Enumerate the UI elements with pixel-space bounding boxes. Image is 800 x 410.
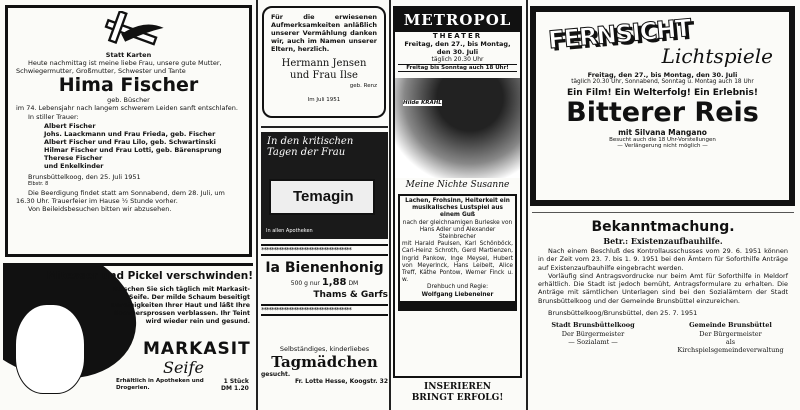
column-rule <box>389 0 391 410</box>
metropol-sub: THEATER <box>432 32 483 40</box>
metropol-extra: Freitag bis Sonntag auch 18 Uhr! <box>398 64 517 72</box>
temagin-ad <box>261 132 388 239</box>
director: Wolfgang Liebeneiner <box>421 291 494 298</box>
mourner: Therese Fischer <box>44 154 103 162</box>
temagin-tagline: In den kritischen Tagen der Frau <box>267 136 354 158</box>
signatory-org: Gemeinde Brunsbüttel <box>689 321 772 330</box>
honey-title: Ia Bienenhonig <box>265 260 384 276</box>
notice-place-date: Brunsbüttelkoog/Brunsbüttel, den 25. 7. 1951 <box>548 309 698 318</box>
place-date: Brunsbüttelkoog, den 25. Juli 1951 <box>28 173 141 181</box>
obituary-note: Von Beileidsbesuchen bitten wir abzusehen. <box>28 205 172 213</box>
metropol-name: METROPOL <box>395 8 520 32</box>
markasit-ad <box>3 263 253 395</box>
mourner: Johs. Laackmann und Frau Frieda, geb. Fischer <box>44 130 216 138</box>
cinema-times: täglich 20.30 Uhr, Sonnabend, Sonntag u. Montag auch 18 Uhr <box>571 79 754 85</box>
couple-names: Hermann Jensen und Frau Ilse <box>281 58 367 81</box>
mourner: Hilmar Fischer und Frau Lotti, geb. Bärensprung <box>44 146 222 154</box>
price-unit: 1 Stück <box>223 378 249 385</box>
official-notice <box>532 212 794 407</box>
slogan <box>393 382 522 404</box>
markasit-headline: Mitesser und Pickel verschwinden! <box>46 270 253 282</box>
director-label: Drehbuch und Regie: <box>426 284 489 291</box>
slogan-line: BRINGT ERFOLG! <box>411 393 504 403</box>
fernsicht-ad <box>530 6 795 206</box>
mourner: und Enkelkinder <box>44 162 104 170</box>
thanks-text: Für die erwiesenen Aufmerksamkeiten anläßlich unserer Vermählung danken wir, auch im Namen unserer Eltern, herzlich. <box>271 13 377 53</box>
obituary-notice <box>5 5 252 257</box>
maiden-name: geb. Büscher <box>107 96 150 104</box>
availability: Erhältlich in Apotheken und Drogerien. <box>116 378 204 391</box>
mourning-label: In stiller Trauer: <box>28 113 79 121</box>
maid-title: Tagmädchen <box>271 353 378 371</box>
film-illustration <box>395 78 520 178</box>
cross-icon <box>16 11 241 51</box>
cinema-name: FERNSICHT <box>547 13 692 55</box>
notice-paragraph: Nach einem Beschluß des Kontrollausschusses vom 29. 6. 1951 können in der Zeit vom 23. 7. bis 1. 9. 1951 bei den Ämtern für Soforthilfe Anträge auf Existenzaufbauhilfe eingebracht werden. <box>538 247 788 272</box>
offer-prefix: 500 g nur <box>290 280 320 287</box>
markasit-script: Seife <box>163 358 204 377</box>
mourner: Albert Fischer <box>44 122 96 130</box>
availability: In allen Apotheken <box>266 228 313 234</box>
maid-wanted-ad <box>261 345 388 385</box>
obituary-header: Statt Karten <box>105 51 152 59</box>
obituary-passed: im 74. Lebensjahr nach langem schwerem Leiden sanft entschlafen. <box>16 104 238 112</box>
signatory-dept: als Kirchspielsgemeindeverwaltung <box>677 337 784 355</box>
obituary-intro: Heute nachmittag ist meine liebe Frau, unsere gute Mutter, Schwiegermutter, Großmutter, Schwester und Tante <box>16 59 222 75</box>
star-border: ************************************ <box>261 244 388 256</box>
notice-subject: Betr.: Existenzaufbauhilfe. <box>603 236 723 246</box>
address: Elbstr. 8 <box>28 181 49 187</box>
thanks-notice <box>262 6 386 118</box>
notice-title: Bekanntmachung. <box>591 219 735 235</box>
maiden-name: geb. Renz <box>349 83 377 89</box>
film-source: nach der gleichnamigen Burleske von Hans Adler und Alexander Steinbrecher <box>402 219 513 241</box>
seller: Thams & Garfs <box>313 290 388 300</box>
signatory-org: Stadt Brunsbüttelkoog <box>551 321 635 330</box>
cinema-script: Lichtspiele <box>661 44 773 68</box>
slogan-line: INSERIEREN <box>424 382 491 392</box>
woman-illustration <box>15 304 85 394</box>
maid-contact: Fr. Lotte Hesse, Koogstr. 32 <box>294 378 388 385</box>
mourner: Albert Fischer und Frau Lilo, geb. Schwartinski <box>44 138 216 146</box>
maid-wanted: gesucht. <box>261 371 291 378</box>
markasit-body: Waschen Sie sich täglich mit Markasit-Seife. Der milde Schaum beseitigt Unreinigkeiten Ihrer Haut und läßt Ihre Sommersprossen verblassen. Ihr Teint wird wieder rein und gesund. <box>110 286 250 325</box>
film-star: mit Silvana Mangano <box>618 128 707 137</box>
notice-paragraph: Vorläufig sind Antragsvordrucke nur beim Amt für Soforthilfe in Meldorf erhältlich. Die Stadt ist jedoch bemüht, Antragsformulare zu erhalten. Die Anträge mit sämtlichen Unterlagen sind bei den Sozialämtern der Stadt Brunsbüttelkoog und der Gemeinde Brunsbüttel einzureichen. <box>538 271 788 305</box>
product-box-illustration <box>269 179 375 215</box>
film-title: Meine Nichte Susanne <box>405 180 510 190</box>
film-star: Hilde KRAHL <box>403 100 442 106</box>
honey-price: 1,88 <box>321 277 347 288</box>
film-cast: mit Harald Paulsen, Karl Schönböck, Carl-Heinz Schroth, Gerd Martienzen, Ingrid Pankow, Inge Meysel, Hubert von Meyerinck, Hans Leibelt, Alice Treff, Käthe Pontow, Werner Finck u. w. <box>402 241 513 284</box>
honey-ad <box>261 244 388 316</box>
cinema-dates: Freitag, den 27., bis Montag, den 30. Juli <box>587 71 738 79</box>
thanks-date: Im Juli 1951 <box>307 97 341 103</box>
maid-intro: Selbständiges, kinderliebes <box>279 345 370 353</box>
column-rule <box>526 0 528 410</box>
metropol-times: täglich 20.30 Uhr <box>431 56 484 63</box>
cinema-tagline: Ein Film! Ein Welterfolg! Ein Erlebnis! <box>567 88 758 98</box>
signatory-dept: — Sozialamt — <box>568 337 618 346</box>
currency: DM <box>348 280 359 287</box>
film-description: Lachen, Frohsinn, Heiterkeit ein musikalisches Lustspiel aus einem Guß <box>405 198 510 219</box>
column-rule <box>256 0 258 410</box>
temagin-brand: Temagin <box>293 188 354 205</box>
cinema-note: — Verlängerung nicht möglich — <box>617 143 708 149</box>
price: DM 1.20 <box>221 385 249 392</box>
signatory-title: Der Bürgermeister <box>561 329 625 338</box>
metropol-dates: Freitag, den 27., bis Montag, den 30. Juli <box>404 40 511 56</box>
markasit-brand: MARKASIT <box>143 339 251 359</box>
film-title: Bitterer Reis <box>566 97 759 128</box>
funeral-info: Die Beerdigung findet statt am Sonnabend, dem 28. Juli, um 16.30 Uhr. Trauerfeier im Hause ½ Stunde vorher. <box>16 189 225 205</box>
deceased-name: Hima Fischer <box>58 74 199 96</box>
metropol-ad <box>393 6 522 378</box>
star-border: ************************************ <box>261 304 388 316</box>
signatory-title: Der Bürgermeister <box>699 329 762 338</box>
divider <box>261 126 388 128</box>
cinema-note: Besucht auch die 18 Uhr-Vorstellungen <box>609 137 716 143</box>
